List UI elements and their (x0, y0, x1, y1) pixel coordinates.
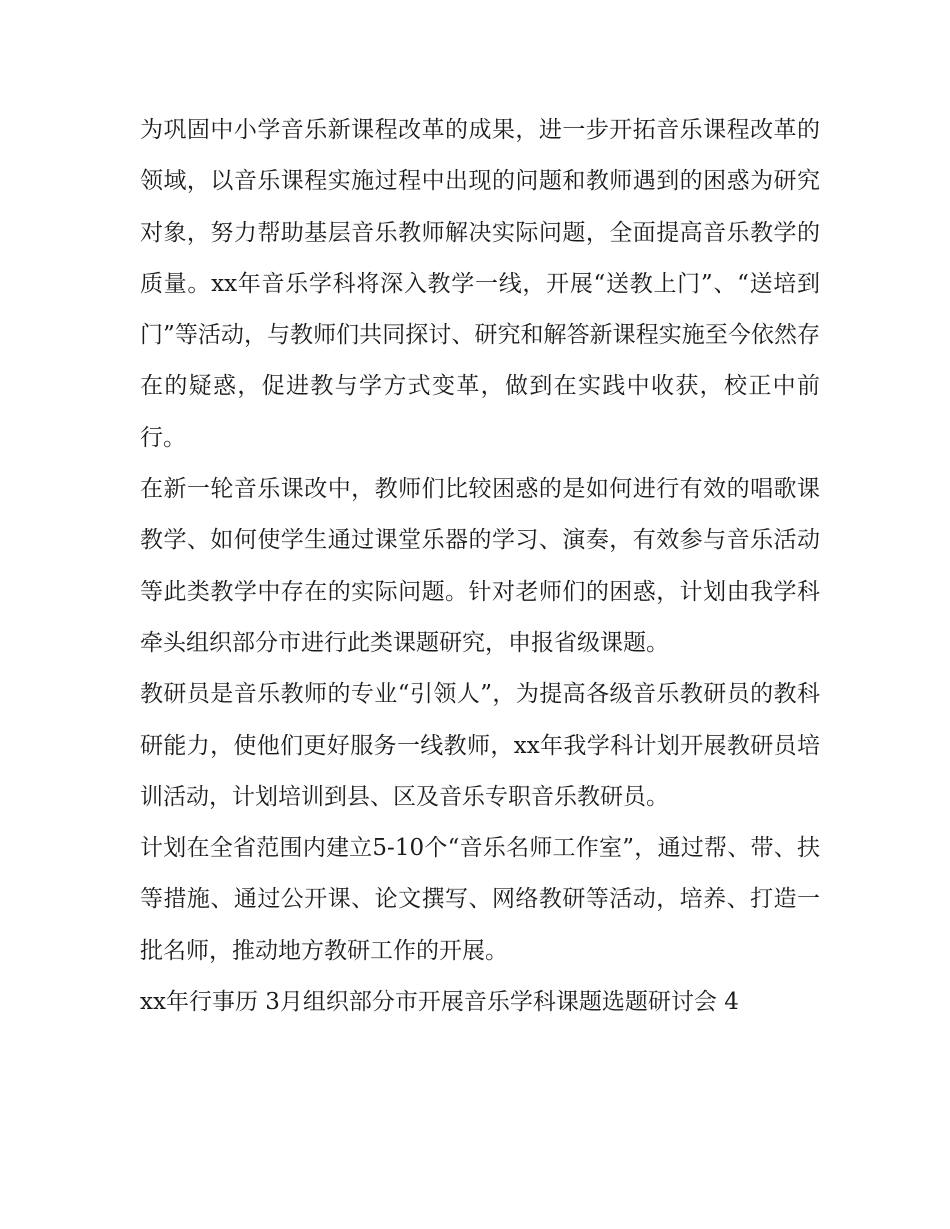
paragraph-1: 为巩固中小学音乐新课程改革的成果，进一步开拓音乐课程改革的领域，以音乐课程实施过程中出现的问题和教师遇到的困惑为研究对象，努力帮助基层音乐教师解决实际问题，全面提高音乐教学的质量。xx年音乐学科将深入教学一线，开展“送教上门”、“送培到门”等活动，与教师们共同探讨、研究和解答新课程实施至今依然存在的疑惑，促进教与学方式变革，做到在实践中收获，校正中前行。 (140, 117, 820, 451)
paragraph-4: 计划在全省范围内建立5-10个“音乐名师工作室”，通过帮、带、扶等措施、通过公开课、论文撰写、网络教研等活动，培养、打造一批名师，推动地方教研工作的开展。 (140, 835, 820, 964)
paragraph-2: 在新一轮音乐课改中，教师们比较困惑的是如何进行有效的唱歌课教学、如何使学生通过课堂乐器的学习、演奏，有效参与音乐活动等此类教学中存在的实际问题。针对老师们的困惑，计划由我学科牵头组织部分市进行此类课题研究，申报省级课题。 (140, 476, 820, 656)
paragraph-5: xx年行事历 3月组织部分市开展音乐学科课题选题研讨会 4 (140, 989, 739, 1016)
paragraph-3: 教研员是音乐教师的专业“引领人”，为提高各级音乐教研员的教科研能力，使他们更好服务一线教师，xx年我学科计划开展教研员培训活动，计划培训到县、区及音乐专职音乐教研员。 (140, 681, 820, 810)
document-body (140, 105, 820, 1028)
